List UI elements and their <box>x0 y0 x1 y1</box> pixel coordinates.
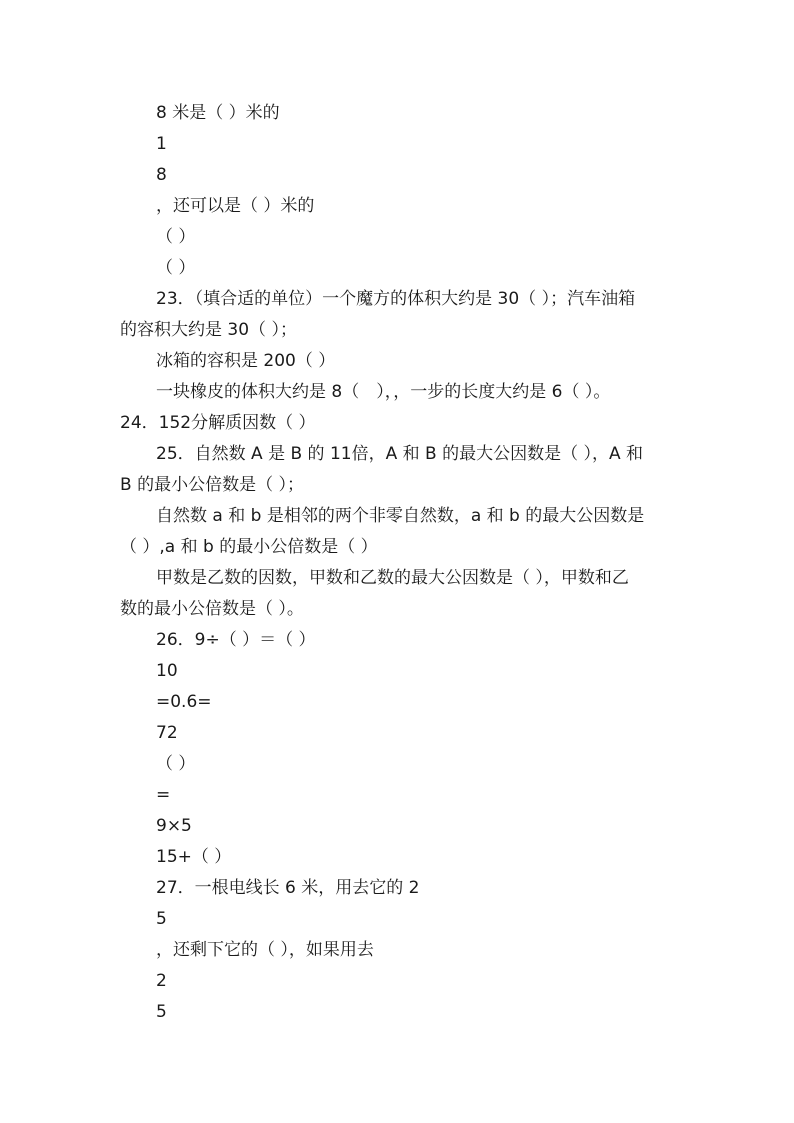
fraction-numerator: 2 <box>156 971 167 991</box>
question-27: 27．一根电线长 6 米，用去它的 2 <box>156 878 420 898</box>
fraction-numerator: 9×5 <box>156 816 192 836</box>
text-line: ，还剩下它的（ ），如果用去 <box>156 940 374 960</box>
text-line: 数的最小公倍数是（ ）。 <box>120 599 304 619</box>
text-line: 自然数 a 和 b 是相邻的两个非零自然数，a 和 b 的最大公因数是 <box>156 506 645 526</box>
text-line: ，还可以是（ ）米的 <box>156 196 315 216</box>
text-line: 冰箱的容积是 200（ ） <box>156 351 336 371</box>
fraction-numerator: 72 <box>156 723 178 743</box>
text-line: =0.6= <box>156 692 212 712</box>
question-26: 26．9÷（ ）＝（ ） <box>156 630 316 650</box>
answer-blank: （ ） <box>156 227 196 247</box>
fraction-denominator: 15+（ ） <box>156 847 232 867</box>
question-24: 24．152分解质因数（ ） <box>120 413 316 433</box>
question-25: 25．自然数 A 是 B 的 11倍，A 和 B 的最大公因数是（ ），A 和 <box>156 444 644 464</box>
text-line: 一块橡皮的体积大约是 8（ ），，一步的长度大约是 6（ ）。 <box>156 382 611 402</box>
text-line: 甲数是乙数的因数，甲数和乙数的最大公因数是（ ），甲数和乙 <box>156 568 629 588</box>
answer-blank: （ ） <box>156 258 196 278</box>
fraction-denominator: 10 <box>156 661 178 681</box>
text-line: （ ）,a 和 b 的最小公倍数是（ ） <box>120 537 378 557</box>
question-23: 23．（填合适的单位）一个魔方的体积大约是 30（ ）；汽车油箱 <box>156 289 636 309</box>
fraction-numerator: 1 <box>156 134 167 154</box>
answer-blank: （ ） <box>156 754 196 774</box>
fraction-denominator: 5 <box>156 1002 167 1022</box>
text-line: B 的最小公倍数是（ ）； <box>120 475 304 495</box>
fraction-denominator: 8 <box>156 165 167 185</box>
text-line: = <box>156 785 171 805</box>
text-line: 8 米是（ ）米的 <box>156 103 280 123</box>
text-line: 的容积大约是 30（ ）； <box>120 320 297 340</box>
fraction-denominator: 5 <box>156 909 167 929</box>
